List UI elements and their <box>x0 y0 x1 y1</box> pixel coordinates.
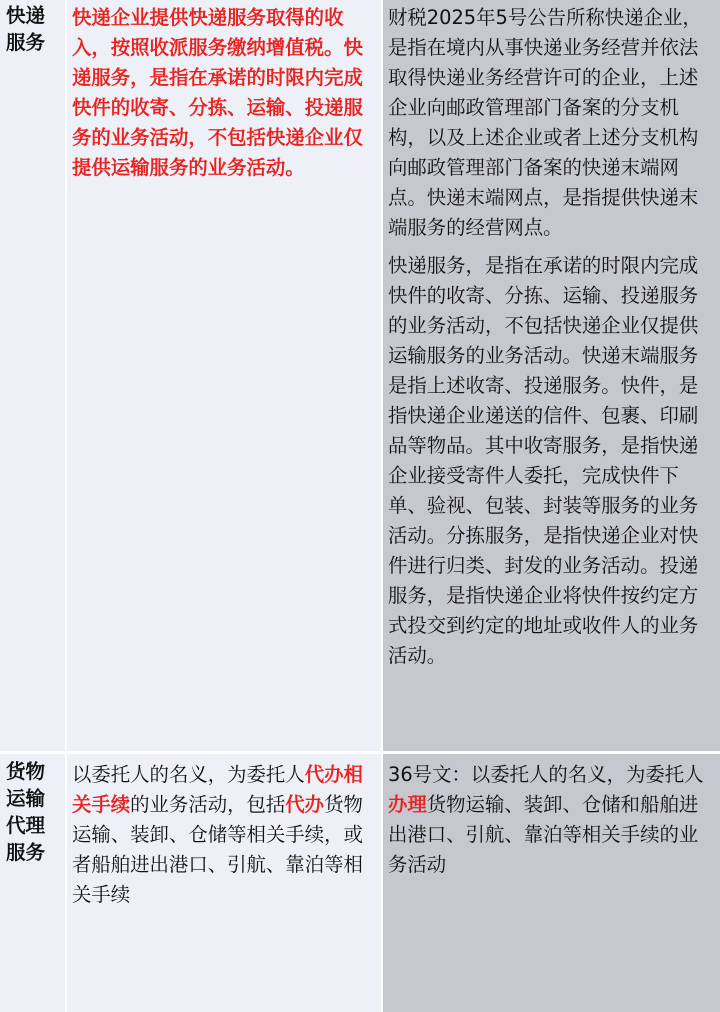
reference-text <box>388 760 716 880</box>
category-cell <box>0 752 66 1012</box>
table-row <box>0 752 720 1012</box>
reference-paragraph-2: 快递服务，是指在承诺的时限内完成快件的收寄、分拣、运输、投递服务的业务活动，不包括快递企业仅提供运输服务的业务活动。快递末端服务是指上述收寄、投递服务。快件，是指快递企业递送的信件、包裹、印刷品等物品。其中收寄服务，是指快递企业接受寄件人委托，完成快件下单、验视、包装、封装等服务的业务活动。分拣服务，是指快递企业对快件进行归类、封发的业务活动。投递服务，是指快递企业将快件按约定方式投交到约定的地址或收件人的业务活动。 <box>388 254 699 667</box>
reference-paragraph-1: 财税2025年5号公告所称快递企业，是指在境内从事快递业务经营并依法取得快递业务经营许可的企业，上述企业向邮政管理部门备案的分支机构，以及上述企业或者上述分支机构向邮政管理部门备案的快递末端网点。快递末端网点，是指提供快递末端服务的经营网点。 <box>388 6 702 239</box>
reference-part: 36号文：以委托人的名义，为委托人 <box>388 763 704 786</box>
definition-cell <box>66 752 382 1012</box>
column-divider <box>65 0 67 1012</box>
reference-cell <box>382 0 720 752</box>
highlight-text: 代办 <box>285 793 325 816</box>
definition-part: 货物运输、装卸、仓储等相关手续，或者船舶进出港口、引航、靠泊等相关手续 <box>72 793 363 906</box>
reference-part: 货物运输、装卸、仓储和船舶进出港口、引航、靠泊等相关手续的业务活动 <box>388 793 699 876</box>
reference-cell <box>382 752 720 1012</box>
highlight-text: 办理 <box>388 793 427 816</box>
highlight-text: 代办相关手续 <box>72 763 363 816</box>
definition-part: 的业务活动，包括 <box>130 793 286 816</box>
category-cell <box>0 0 66 752</box>
category-label: 货物运输代理服务 <box>6 760 46 864</box>
row-divider <box>0 751 720 754</box>
definition-text: 快递企业提供快递服务取得的收入，按照收派服务缴纳增值税。快递服务，是指在承诺的时限内完成快件的收寄、分拣、运输、投递服务的业务活动，不包括快递企业仅提供运输服务的业务活动。 <box>72 6 363 179</box>
category-label: 快递服务 <box>6 4 46 54</box>
definition-text <box>72 760 378 910</box>
column-divider <box>381 0 383 1012</box>
definition-cell <box>66 0 382 752</box>
definition-part: 以委托人的名义，为委托人 <box>72 763 305 786</box>
